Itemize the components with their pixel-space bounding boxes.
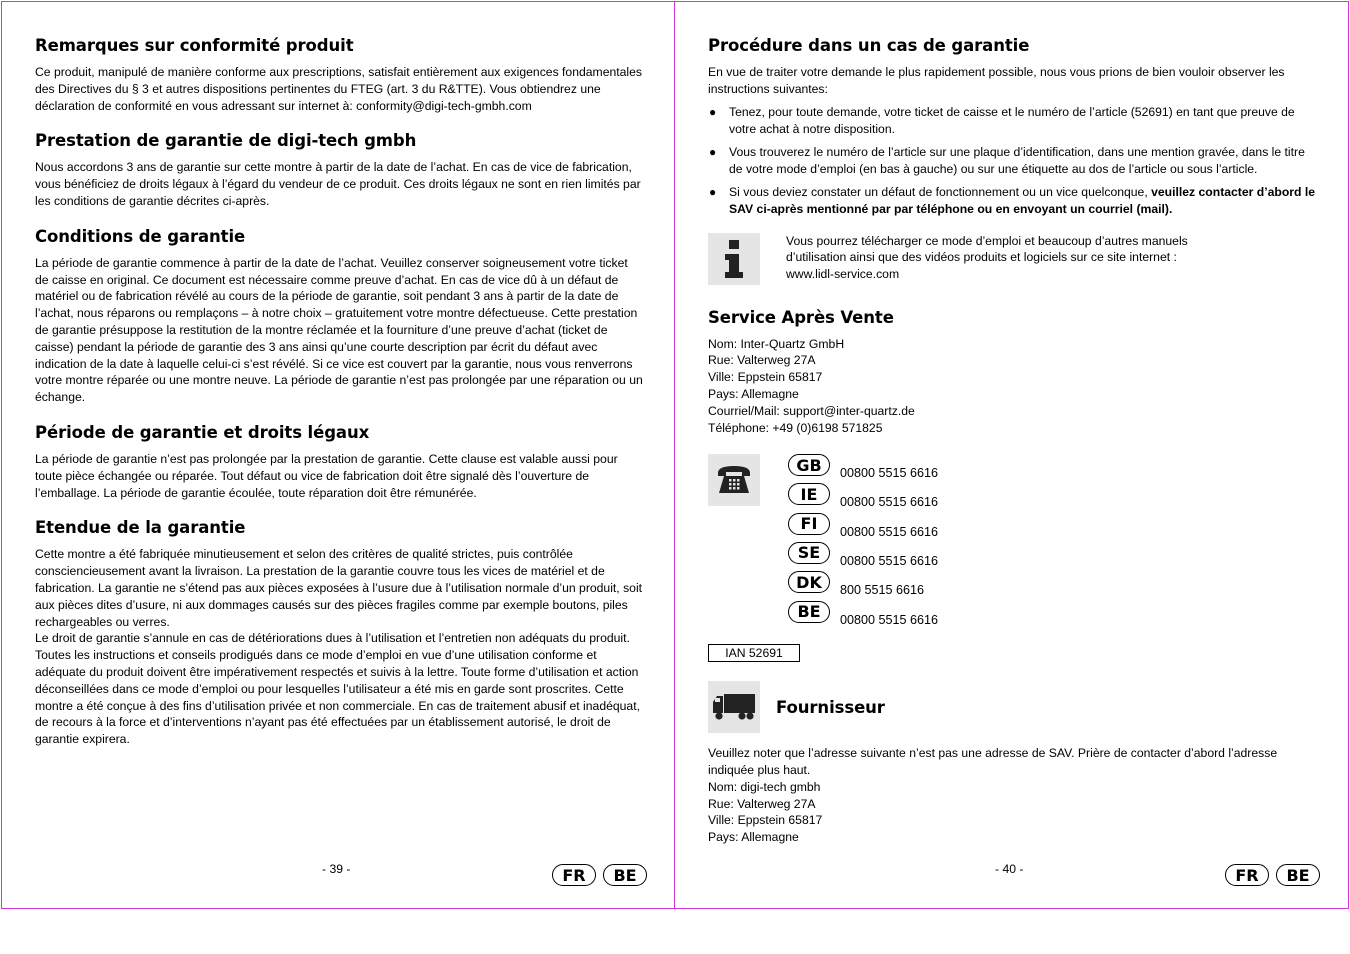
truck-icon [708, 681, 760, 733]
supplier-header [708, 681, 1318, 733]
language-badge-be: BE [1276, 864, 1320, 886]
hotline-number: 00800 5515 6616 [840, 612, 939, 627]
hotline-item [788, 601, 938, 630]
supplier-city: Ville: Eppstein 65817 [708, 813, 823, 828]
section-text: La période de garantie commence à partir de la date de l’achat. Veuillez conserver soigneusement votre ticket de caisse en original. Ce document est nécessaire comme preuve d’achat. En cas de vice dû à un défaut de matériel ou de fabrication révélé au cours de la période de garantie, soit pendant 3 ans à partir de la date de l’achat, nous réparons ou remplaçons – à notre choix – gratuitement votre montre défectueuse. Cette prestation de garantie présuppose la restitution de la montre réclamée et la fourniture d’une preuve d’achat (ticket de caisse) pendant la période de garantie des 3 ans ainsi qu’une courte description par écrit du défaut avec indication de la date à laquelle celui-ci s’est révélé. Si ce vice est couvert par la garantie, nous vous renverrons votre montre réparée ou une montre neuve. La période de garantie n’est pas prolongée par une réparation ou un échange. [35, 255, 643, 405]
hotline-block [708, 454, 1318, 630]
hotline-number: 00800 5515 6616 [840, 553, 939, 568]
section-after-sales [708, 308, 1318, 437]
hotline-number: 00800 5515 6616 [840, 524, 939, 539]
supplier-street: Rue: Valterweg 27A [708, 796, 816, 811]
hotline-number: 00800 5515 6616 [840, 466, 939, 481]
info-icon [708, 233, 760, 285]
section-supplier [708, 745, 1318, 846]
procedure-list [708, 104, 1318, 219]
left-page-content [35, 36, 643, 765]
page-number: - 40 - [995, 862, 1024, 876]
hotline-item [788, 484, 938, 513]
country-badge: DK [788, 571, 830, 593]
telephone-icon [708, 454, 760, 506]
hotline-item [788, 513, 938, 542]
left-page [1, 1, 675, 909]
language-badge-fr: FR [1225, 864, 1269, 886]
supplier-name: Nom: digi-tech gmbh [708, 779, 821, 794]
language-badge-fr: FR [552, 864, 596, 886]
service-name: Nom: Inter-Quartz GmbH [708, 336, 845, 351]
language-badge-be: BE [603, 864, 647, 886]
list-item: ● Vous trouverez le numéro de l’article sur une plaque d’identification, dans une mention gravée, dans le titre de votre mode d’emploi (en bas à gauche) ou sur une étiquette au dos de l’article ou sous l’article. [709, 144, 1305, 177]
language-badges [1225, 864, 1327, 886]
section-procedure [708, 36, 1318, 285]
service-phone: Téléphone: +49 (0)6198 571825 [708, 420, 883, 435]
hotline-item [788, 542, 938, 571]
section-text: La période de garantie n’est pas prolongée par la prestation de garantie. Cette clause est valable aussi pour toute pièce échangée ou réparée. Tout défaut ou vice de fabrication doit être signalé dès l’ouverture de l’emballage. La période de garantie écoulée, toute réparation doit être rémunérée. [35, 451, 618, 500]
list-item: ● Si vous deviez constater un défaut de fonctionnement ou un vice quelconque, veuillez contacter d’abord le SAV ci-après mentionné par par téléphone ou en envoyant un courriel (mail). [709, 184, 1316, 217]
procedure-intro: En vue de traiter votre demande le plus rapidement possible, nous vous prions de bien vouloir observer les instructions suivantes: [708, 65, 1285, 96]
section-title: Période de garantie et droits légaux [35, 422, 370, 442]
section-title: Etendue de la garantie [35, 518, 246, 538]
hotline-list [788, 454, 938, 630]
right-page-content [708, 36, 1318, 846]
section-title: Prestation de garantie de digi-tech gmbh [35, 131, 417, 151]
section-title: Remarques sur conformité produit [35, 36, 354, 55]
section-warranty-scope [35, 518, 643, 748]
country-badge: SE [788, 542, 830, 564]
section-title: Conditions de garantie [35, 226, 246, 246]
service-country: Pays: Allemagne [708, 386, 799, 401]
section-warranty-period [35, 423, 643, 501]
section-title: Fournisseur [776, 697, 885, 717]
country-badge: IE [788, 483, 830, 505]
right-page [674, 1, 1349, 909]
section-warranty-service [35, 131, 643, 209]
service-city: Ville: Eppstein 65817 [708, 370, 823, 385]
hotline-number: 800 5515 6616 [840, 583, 925, 598]
country-badge: GB [788, 454, 830, 476]
hotline-item [788, 454, 938, 483]
section-title: Procédure dans un cas de garantie [708, 36, 1030, 55]
section-text: Ce produit, manipulé de manière conforme aux prescriptions, satisfait entièrement aux exigences fondamentales des Directives du § 3 et autres dispositions pertinentes du FTEG (art. 3 du R&TTE). Vous obtiendrez une déclaration de conformité en vous adressant sur internet à: conformity@digi-tech-gmbh.com [35, 65, 642, 113]
ian-label: IAN 52691 [708, 644, 800, 662]
supplier-note: Veuillez noter que l’adresse suivante n’est pas une adresse de SAV. Prière de contacter d’abord l’adresse indiquée plus haut. [708, 746, 1278, 777]
section-warranty-conditions [35, 227, 643, 406]
section-conformity [35, 36, 643, 114]
section-title: Service Après Vente [708, 307, 894, 327]
country-badge: BE [788, 601, 830, 623]
service-street: Rue: Valterweg 27A [708, 353, 816, 368]
hotline-item [788, 572, 938, 601]
country-badge: FI [788, 513, 830, 535]
supplier-country: Pays: Allemagne [708, 830, 799, 845]
section-text: Nous accordons 3 ans de garantie sur cette montre à partir de la date de l’achat. En cas de vice de fabrication, vous bénéficiez de droits légaux à l’égard du vendeur de ce produit. Ces droits légaux ne sont en rien limités par les conditions de garantie décrites ci-après. [35, 160, 641, 208]
info-note [708, 233, 1318, 285]
section-text-continued: Le droit de garantie s’annule en cas de détériorations dues à l’utilisation et l’entretien non adéquats du produit. Toutes les instructions et conseils prodigués dans ce mode d’emploi en vue d’une utilisation conforme et adéquate du produit doivent être impérativement respectés et suivis à la lettre. Toute forme d’utilisation et action déconseillées dans ce mode d’emploi ou pour lesquelles l’utilisateur a été mis en garde sont proscrites. Cette montre a été conçue à des fins d’utilisation privée et non commerciale. En cas de traitement abusif et inadéquat, de recours à la force et d’interventions n’ayant pas été effectuées par un établissement autorisé, le droit de garantie expirera. [35, 631, 640, 747]
info-text: Vous pourrez télécharger ce mode d’emploi et beaucoup d’autres manuels d’utilisation ainsi que des vidéos produits et logiciels sur ce site internet : www.lidl-service.com [786, 233, 1188, 282]
section-text: Cette montre a été fabriquée minutieusement et selon des critères de qualité strictes, puis contrôlée consciencieusement avant la livraison. La prestation de la garantie couvre tous les vices de matériel et de fabrication. La garantie ne s’étend pas aux pièces exposées à l’usure due à l’utilisation normale d’un produit, soit aux pièces dites d’usure, ni aux dommages causés sur des pièces fragiles comme par exemple boutons, piles rechargeables ou verres. [35, 547, 643, 629]
page-number: - 39 - [322, 862, 351, 876]
hotline-number: 00800 5515 6616 [840, 495, 939, 510]
service-email: Courriel/Mail: support@inter-quartz.de [708, 403, 915, 418]
list-item: ● Tenez, pour toute demande, votre ticket de caisse et le numéro de l’article (52691) en tant que preuve de votre achat à notre disposition. [709, 104, 1295, 137]
language-badges [552, 864, 654, 886]
